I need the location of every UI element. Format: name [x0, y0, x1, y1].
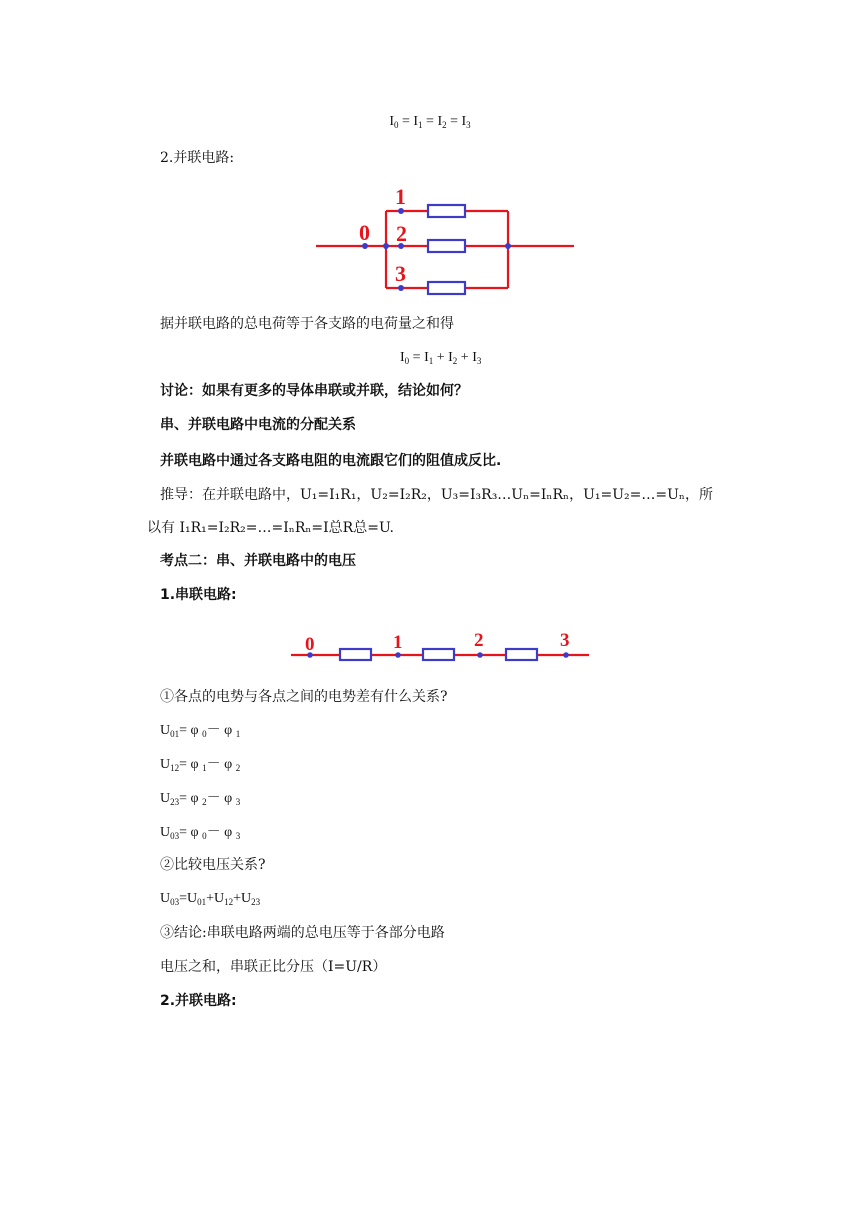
node-junction-right: [505, 243, 511, 249]
eq-part: = φ: [179, 791, 203, 806]
series-label-2: 2: [474, 630, 484, 651]
eq-part: + I: [433, 350, 453, 365]
eq-sub: 23: [170, 797, 180, 807]
series-label-1: 1: [393, 632, 403, 653]
eq-sub: 2: [235, 763, 241, 773]
series-circuit-title: 1.串联电路:: [160, 587, 237, 603]
derivation-line-2: 以有 I₁R₁=I₂R₂=…=IₙRₙ=I总R总=U.: [147, 520, 394, 536]
question-two: ②比较电压关系?: [160, 857, 266, 873]
eq-sub: 0: [404, 356, 410, 366]
series-node-1: [395, 652, 401, 658]
label-1: 1: [395, 184, 406, 209]
eq-sub: 0: [202, 729, 207, 739]
heading-current-distribution: 串、并联电路中电流的分配关系: [160, 417, 356, 433]
eq-part: =U: [179, 891, 198, 906]
equation-parallel-current: [400, 348, 481, 368]
equation-voltage-sum: [160, 889, 260, 909]
eq-sub: 2: [442, 120, 447, 130]
eq-sub: 03: [170, 897, 180, 907]
eq-sub: 1: [235, 729, 241, 739]
label-2: 2: [396, 221, 407, 246]
resistor-1: [428, 205, 465, 217]
equation-u23: [160, 789, 240, 809]
eq-part: +U: [206, 891, 225, 906]
eq-part: = φ: [179, 757, 203, 772]
eq-part: = φ: [179, 825, 203, 840]
eq-part: － φ: [206, 723, 236, 738]
label-0: 0: [359, 220, 370, 245]
parallel-circuit-diagram: [310, 184, 580, 300]
question-one: ①各点的电势与各点之间的电势差有什么关系?: [160, 689, 448, 705]
eq-sub: 1: [418, 120, 423, 130]
eq-sub: 12: [224, 897, 234, 907]
eq-sub: 3: [235, 831, 241, 841]
discussion-question: 讨论：如果有更多的导体串联或并联，结论如何？: [160, 383, 468, 399]
eq-part: U: [160, 757, 171, 772]
eq-part: － φ: [206, 825, 236, 840]
node-junction-left: [383, 243, 389, 249]
eq-part: I: [389, 114, 394, 129]
series-node-2: [477, 652, 483, 658]
eq-sub: 23: [251, 897, 261, 907]
section-parallel-title: 2.并联电路:: [160, 150, 235, 166]
eq-sub: 01: [170, 729, 180, 739]
eq-part: U: [160, 825, 171, 840]
derivation-line-1: 推导：在并联电路中，U₁=I₁R₁，U₂=I₂R₂，U₃=I₃R₃…Uₙ=IₙRₙ，U₁=U₂=…=Uₙ，所: [160, 487, 713, 503]
eq-part: = I: [446, 114, 467, 129]
eq-part: = I: [398, 114, 419, 129]
eq-part: U: [160, 723, 171, 738]
eq-sub: 0: [202, 831, 207, 841]
eq-sub: 2: [452, 356, 458, 366]
eq-part: + I: [457, 350, 477, 365]
conclusion-line-1: ③结论:串联电路两端的总电压等于各部分电路: [160, 925, 445, 941]
eq-part: － φ: [206, 757, 236, 772]
parallel-voltage-title: 2.并联电路:: [160, 993, 237, 1009]
eq-part: = φ: [179, 723, 203, 738]
eq-sub: 3: [476, 356, 482, 366]
series-node-3: [563, 652, 569, 658]
equation-u01: [160, 721, 240, 741]
series-label-0: 0: [305, 634, 315, 655]
eq-part: I: [400, 350, 405, 365]
eq-sub: 3: [466, 120, 471, 130]
series-circuit-diagram: [285, 626, 595, 666]
eq-part: U: [160, 891, 171, 906]
parallel-inverse-rule: 并联电路中通过各支路电阻的电流跟它们的阻值成反比.: [160, 453, 502, 469]
resistor-2: [428, 240, 465, 252]
series-label-3: 3: [560, 630, 570, 651]
eq-part: U: [160, 791, 171, 806]
parallel-charge-text: 据并联电路的总电荷等于各支路的电荷量之和得: [160, 316, 454, 332]
eq-part: = I: [409, 350, 429, 365]
point-two-title: 考点二：串、并联电路中的电压: [160, 553, 356, 569]
equation-u12: [160, 755, 240, 775]
equation-u03: [160, 823, 240, 843]
eq-sub: 03: [170, 831, 180, 841]
eq-part: +U: [233, 891, 252, 906]
eq-part: = I: [422, 114, 443, 129]
eq-part: － φ: [206, 791, 236, 806]
eq-sub: 1: [428, 356, 434, 366]
series-resistor-1: [340, 649, 371, 660]
series-resistor-2: [423, 649, 454, 660]
equation-series-current: [0, 112, 860, 132]
eq-sub: 0: [393, 120, 399, 130]
label-3: 3: [395, 261, 406, 286]
eq-sub: 2: [202, 797, 207, 807]
eq-sub: 01: [197, 897, 207, 907]
eq-sub: 3: [235, 797, 241, 807]
series-resistor-3: [506, 649, 537, 660]
resistor-3: [428, 282, 465, 294]
eq-sub: 1: [202, 763, 207, 773]
eq-sub: 12: [170, 763, 180, 773]
conclusion-line-2: 电压之和，串联正比分压（I=U/R）: [160, 959, 387, 975]
